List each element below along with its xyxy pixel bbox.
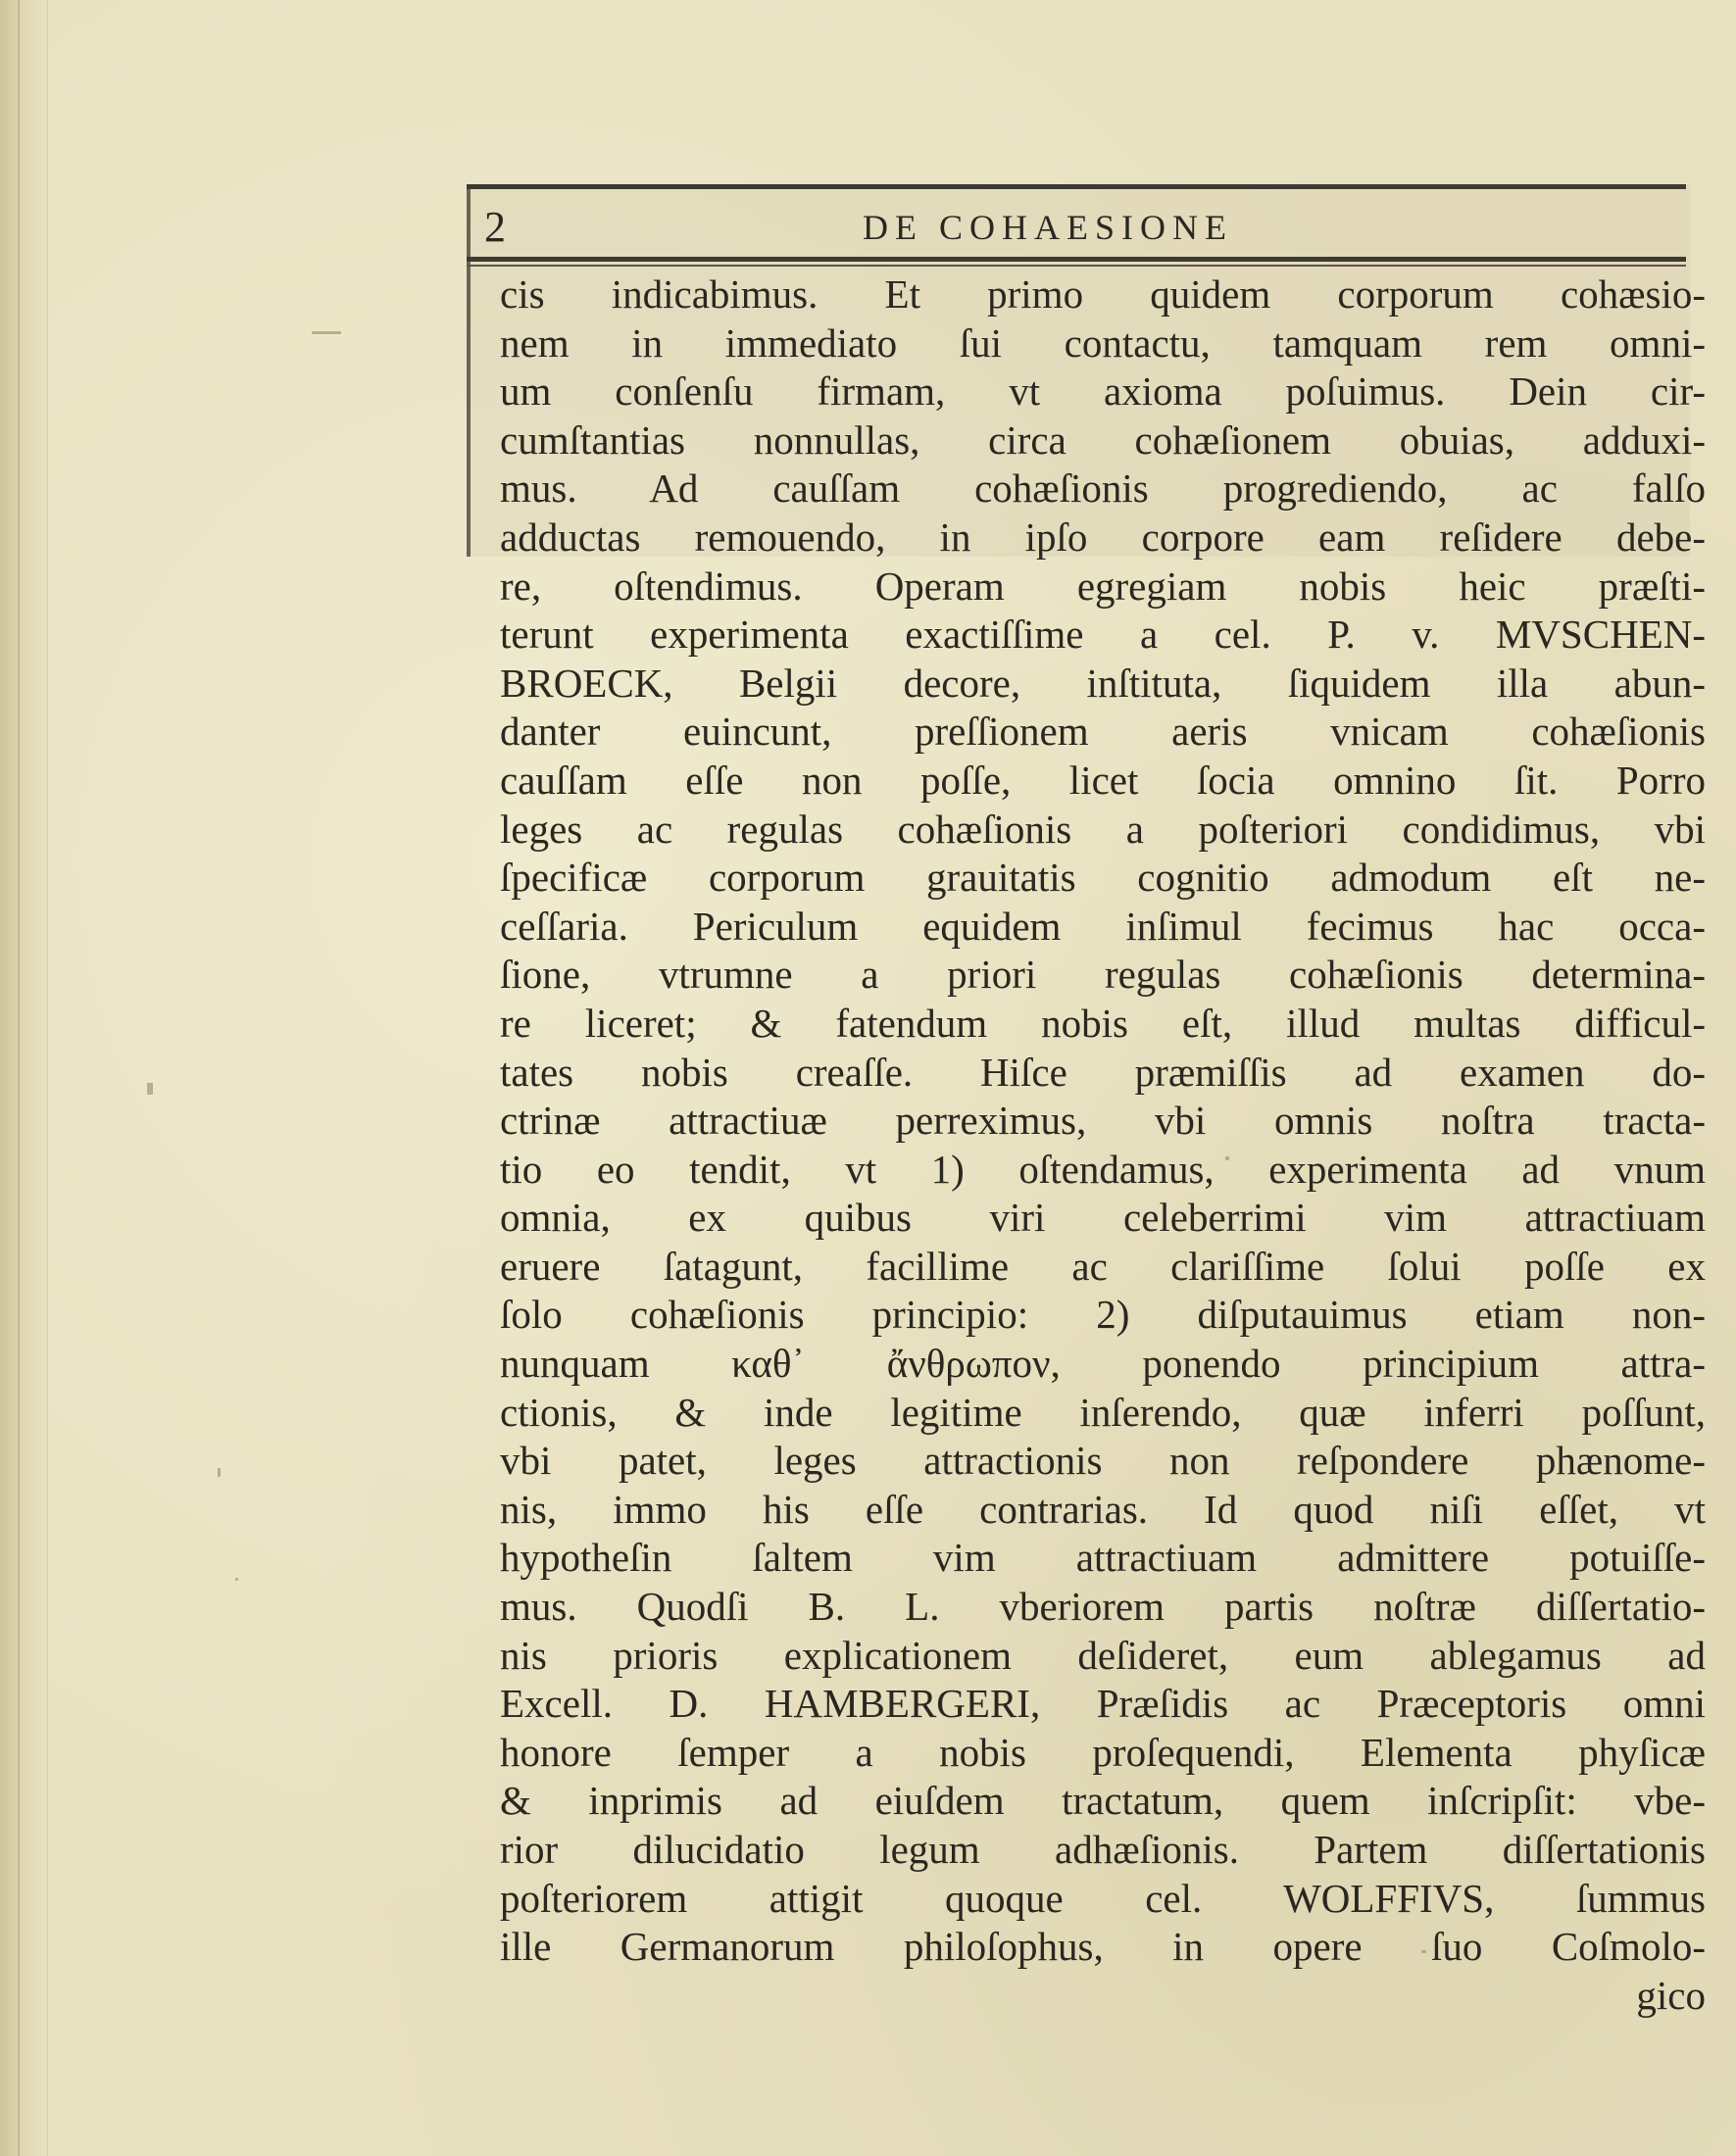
text-line: poſteriorem attigit quoque cel. WOLFFIVS, ſummus bbox=[500, 1875, 1706, 1921]
text-line: leges ac regulas cohæſionis a poſteriori condidimus, vbi bbox=[500, 806, 1706, 852]
text-line: danter euincunt, preſſionem aeris vnicam cohæſionis bbox=[500, 709, 1706, 755]
text-line: mus. Ad cauſſam cohæſionis progrediendo, ac falſo bbox=[500, 466, 1706, 512]
page-number: 2 bbox=[484, 203, 506, 251]
text-line: ctionis, & inde legitime inſerendo, quæ inferri poſſunt, bbox=[500, 1389, 1706, 1435]
running-head: DE COHAESIONE bbox=[863, 208, 1233, 247]
paper-fleck bbox=[147, 1083, 153, 1095]
page-edge-binding bbox=[0, 0, 48, 2156]
text-line: re liceret; & fatendum nobis eſt, illud multas difficul- bbox=[500, 1000, 1706, 1046]
text-line: vbi patet, leges attractionis non reſpondere phænome- bbox=[500, 1438, 1706, 1484]
paper-fleck bbox=[235, 1578, 238, 1581]
text-line: ſolo cohæſionis principio: 2) diſputauimus etiam non- bbox=[500, 1292, 1706, 1338]
header-bottom-rule bbox=[467, 257, 1686, 262]
text-line: cauſſam eſſe non poſſe, licet ſocia omnino ſit. Porro bbox=[500, 757, 1706, 803]
text-line: nis prioris explicationem deſideret, eum ablegamus ad bbox=[500, 1632, 1706, 1678]
text-line: BROECK, Belgii decore, inſtituta, ſiquidem illa abun- bbox=[500, 660, 1706, 706]
text-line: ſpecificæ corporum grauitatis cognitio admodum eſt ne- bbox=[500, 855, 1706, 901]
text-line: adductas remouendo, in ipſo corpore eam reſidere debe- bbox=[500, 514, 1706, 560]
text-line: tates nobis creaſſe. Hiſce præmiſſis ad examen do- bbox=[500, 1049, 1706, 1095]
text-line: ſione, vtrumne a priori regulas cohæſionis determina- bbox=[500, 952, 1706, 998]
text-line: cumſtantias nonnullas, circa cohæſionem obuias, adduxi- bbox=[500, 416, 1706, 463]
text-line: nis, immo his eſſe contrarias. Id quod niſi eſſet, vt bbox=[500, 1486, 1706, 1532]
text-line: ille Germanorum philoſophus, in opere ſuo Coſmolo- bbox=[500, 1924, 1706, 1970]
text-line: ceſſaria. Periculum equidem inſimul fecimus hac occa- bbox=[500, 903, 1706, 949]
text-line: terunt experimenta exactiſſime a cel. P. v. MVSCHEN- bbox=[500, 612, 1706, 658]
paper-fleck bbox=[312, 331, 341, 334]
text-line: cis indicabimus. Et primo quidem corporum cohæsio- bbox=[500, 271, 1706, 317]
text-line: rior dilucidatio legum adhæſionis. Partem diſſertationis bbox=[500, 1827, 1706, 1872]
text-line: Excell. D. HAMBERGERI, Præſidis ac Præceptoris omni bbox=[500, 1681, 1706, 1727]
text-line: omnia, ex quibus viri celeberrimi vim attractiuam bbox=[500, 1195, 1706, 1241]
paper-fleck bbox=[218, 1468, 221, 1477]
text-line: nem in immediato ſui contactu, tamquam rem omni- bbox=[500, 319, 1706, 366]
text-line: & inprimis ad eiuſdem tractatum, quem inſcripſit: vbe- bbox=[500, 1778, 1706, 1824]
body-text bbox=[500, 270, 1706, 2020]
text-line: ctrinæ attractiuæ perreximus, vbi omnis noſtra tracta- bbox=[500, 1098, 1706, 1144]
header-top-rule bbox=[467, 184, 1686, 189]
text-line: nunquam καθ᾽ ἄνθρωπον, ponendo principium attra- bbox=[500, 1341, 1706, 1387]
text-line: mus. Quodſi B. L. vberiorem partis noſtræ diſſertatio- bbox=[500, 1584, 1706, 1630]
text-line: um conſenſu firmam, vt axioma poſuimus. Dein cir- bbox=[500, 368, 1706, 415]
text-line: re, oſtendimus. Operam egregiam nobis heic præſti- bbox=[500, 563, 1706, 609]
catchword: gico bbox=[1636, 1972, 1706, 2018]
text-line: tio eo tendit, vt 1) oſtendamus, experimenta ad vnum bbox=[500, 1146, 1706, 1192]
header-bottom-rule-thin bbox=[467, 265, 1686, 267]
text-line: eruere ſatagunt, facillime ac clariſſime ſolui poſſe ex bbox=[500, 1243, 1706, 1289]
text-line: honore ſemper a nobis proſequendi, Elementa phyſicæ bbox=[500, 1729, 1706, 1775]
text-line: hypotheſin ſaltem vim attractiuam admittere potuiſſe- bbox=[500, 1535, 1706, 1581]
